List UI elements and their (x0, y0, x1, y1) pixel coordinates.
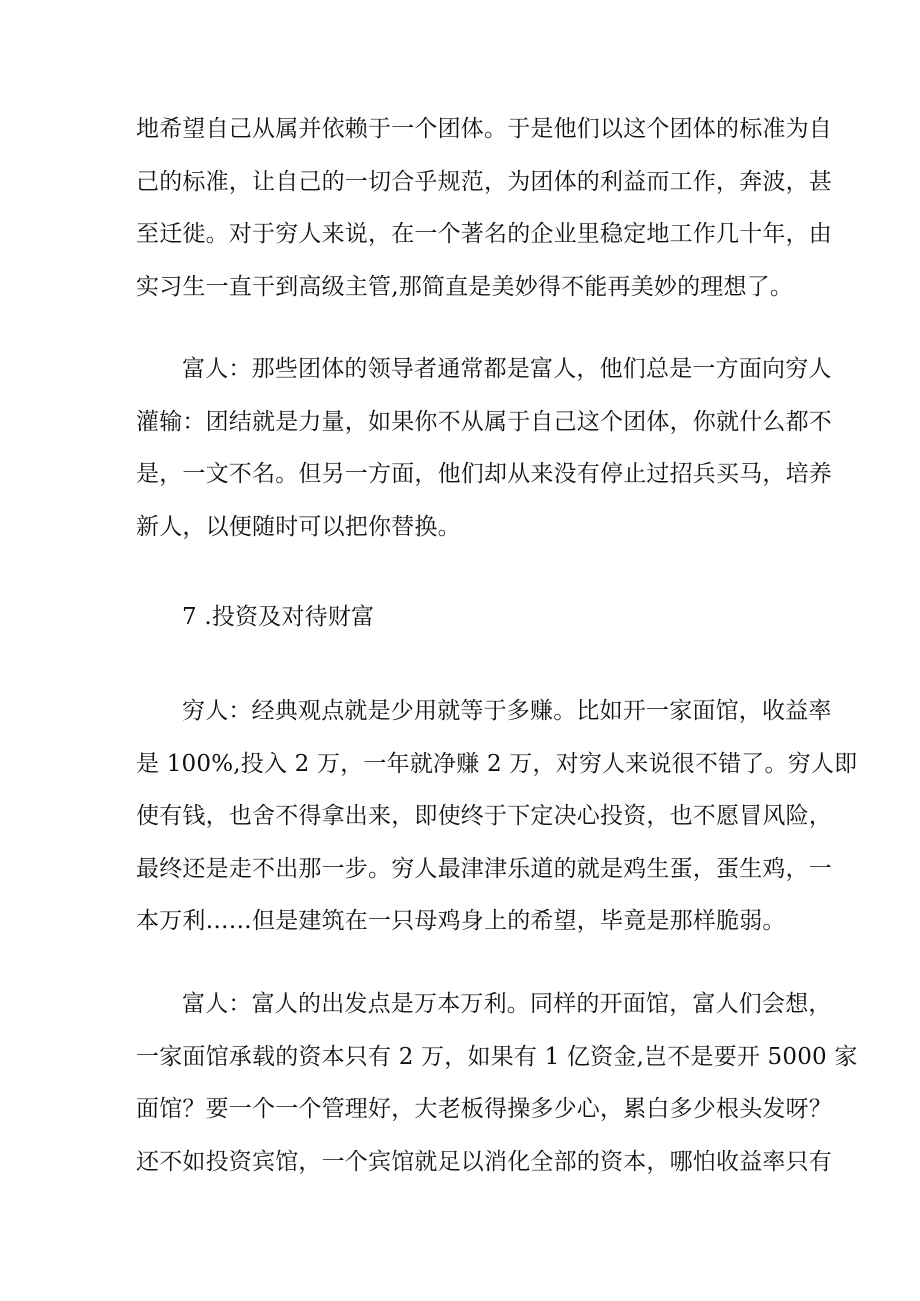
text-line: 一家面馆承载的资本只有 2 万，如果有 1 亿资金,岂不是要开 5000 家 (136, 1043, 858, 1070)
text-line: 富人：那些团体的领导者通常都是富人，他们总是一方面向穷人 (182, 356, 832, 382)
paragraph-rich-leaders (136, 343, 832, 553)
text-line: 还不如投资宾馆，一个宾馆就足以消化全部的资本，哪怕收益率只有 (136, 1148, 832, 1175)
text-line: 富人：富人的出发点是万本万利。同样的开面馆，富人们会想， (182, 991, 832, 1017)
text-line: 地希望自己从属并依赖于一个团体。于是他们以这个团体的标准为自 (136, 116, 832, 142)
paragraph-rich-investment (136, 978, 858, 1188)
paragraph-collective-dependence (136, 103, 832, 313)
text-line: 是 100%,投入 2 万，一年就净赚 2 万，对穷人来说很不错了。穷人即 (136, 750, 858, 777)
text-line: 实习生一直干到高级主管,那简直是美妙得不能再美妙的理想了。 (136, 273, 794, 300)
heading-line: 7 .投资及对待财富 (182, 604, 375, 630)
text-line: 至迁徙。对于穷人来说，在一个著名的企业里稳定地工作几十年，由 (136, 221, 832, 247)
text-line: 本万利……但是建筑在一只母鸡身上的希望，毕竟是那样脆弱。 (136, 908, 786, 934)
text-line: 最终还是走不出那一步。穷人最津津乐道的就是鸡生蛋，蛋生鸡，一 (136, 855, 832, 882)
text-line: 面馆？要一个一个管理好，大老板得操多少心，累白多少根头发呀？ (136, 1096, 832, 1122)
text-line: 灌输：团结就是力量，如果你不从属于自己这个团体，你就什么都不 (136, 408, 832, 435)
text-line: 新人，以便随时可以把你替换。 (136, 513, 461, 540)
text-line: 穷人：经典观点就是少用就等于多赚。比如开一家面馆，收益率 (182, 698, 832, 724)
text-line: 己的标准，让自己的一切合乎规范，为团体的利益而工作，奔波，甚 (136, 168, 832, 195)
section-heading (136, 591, 796, 644)
text-line: 是，一文不名。但另一方面，他们却从来没有停止过招兵买马，培养 (136, 461, 832, 487)
text-line: 使有钱，也舍不得拿出来，即使终于下定决心投资，也不愿冒风险， (136, 803, 832, 829)
paragraph-poor-investment (136, 685, 858, 948)
